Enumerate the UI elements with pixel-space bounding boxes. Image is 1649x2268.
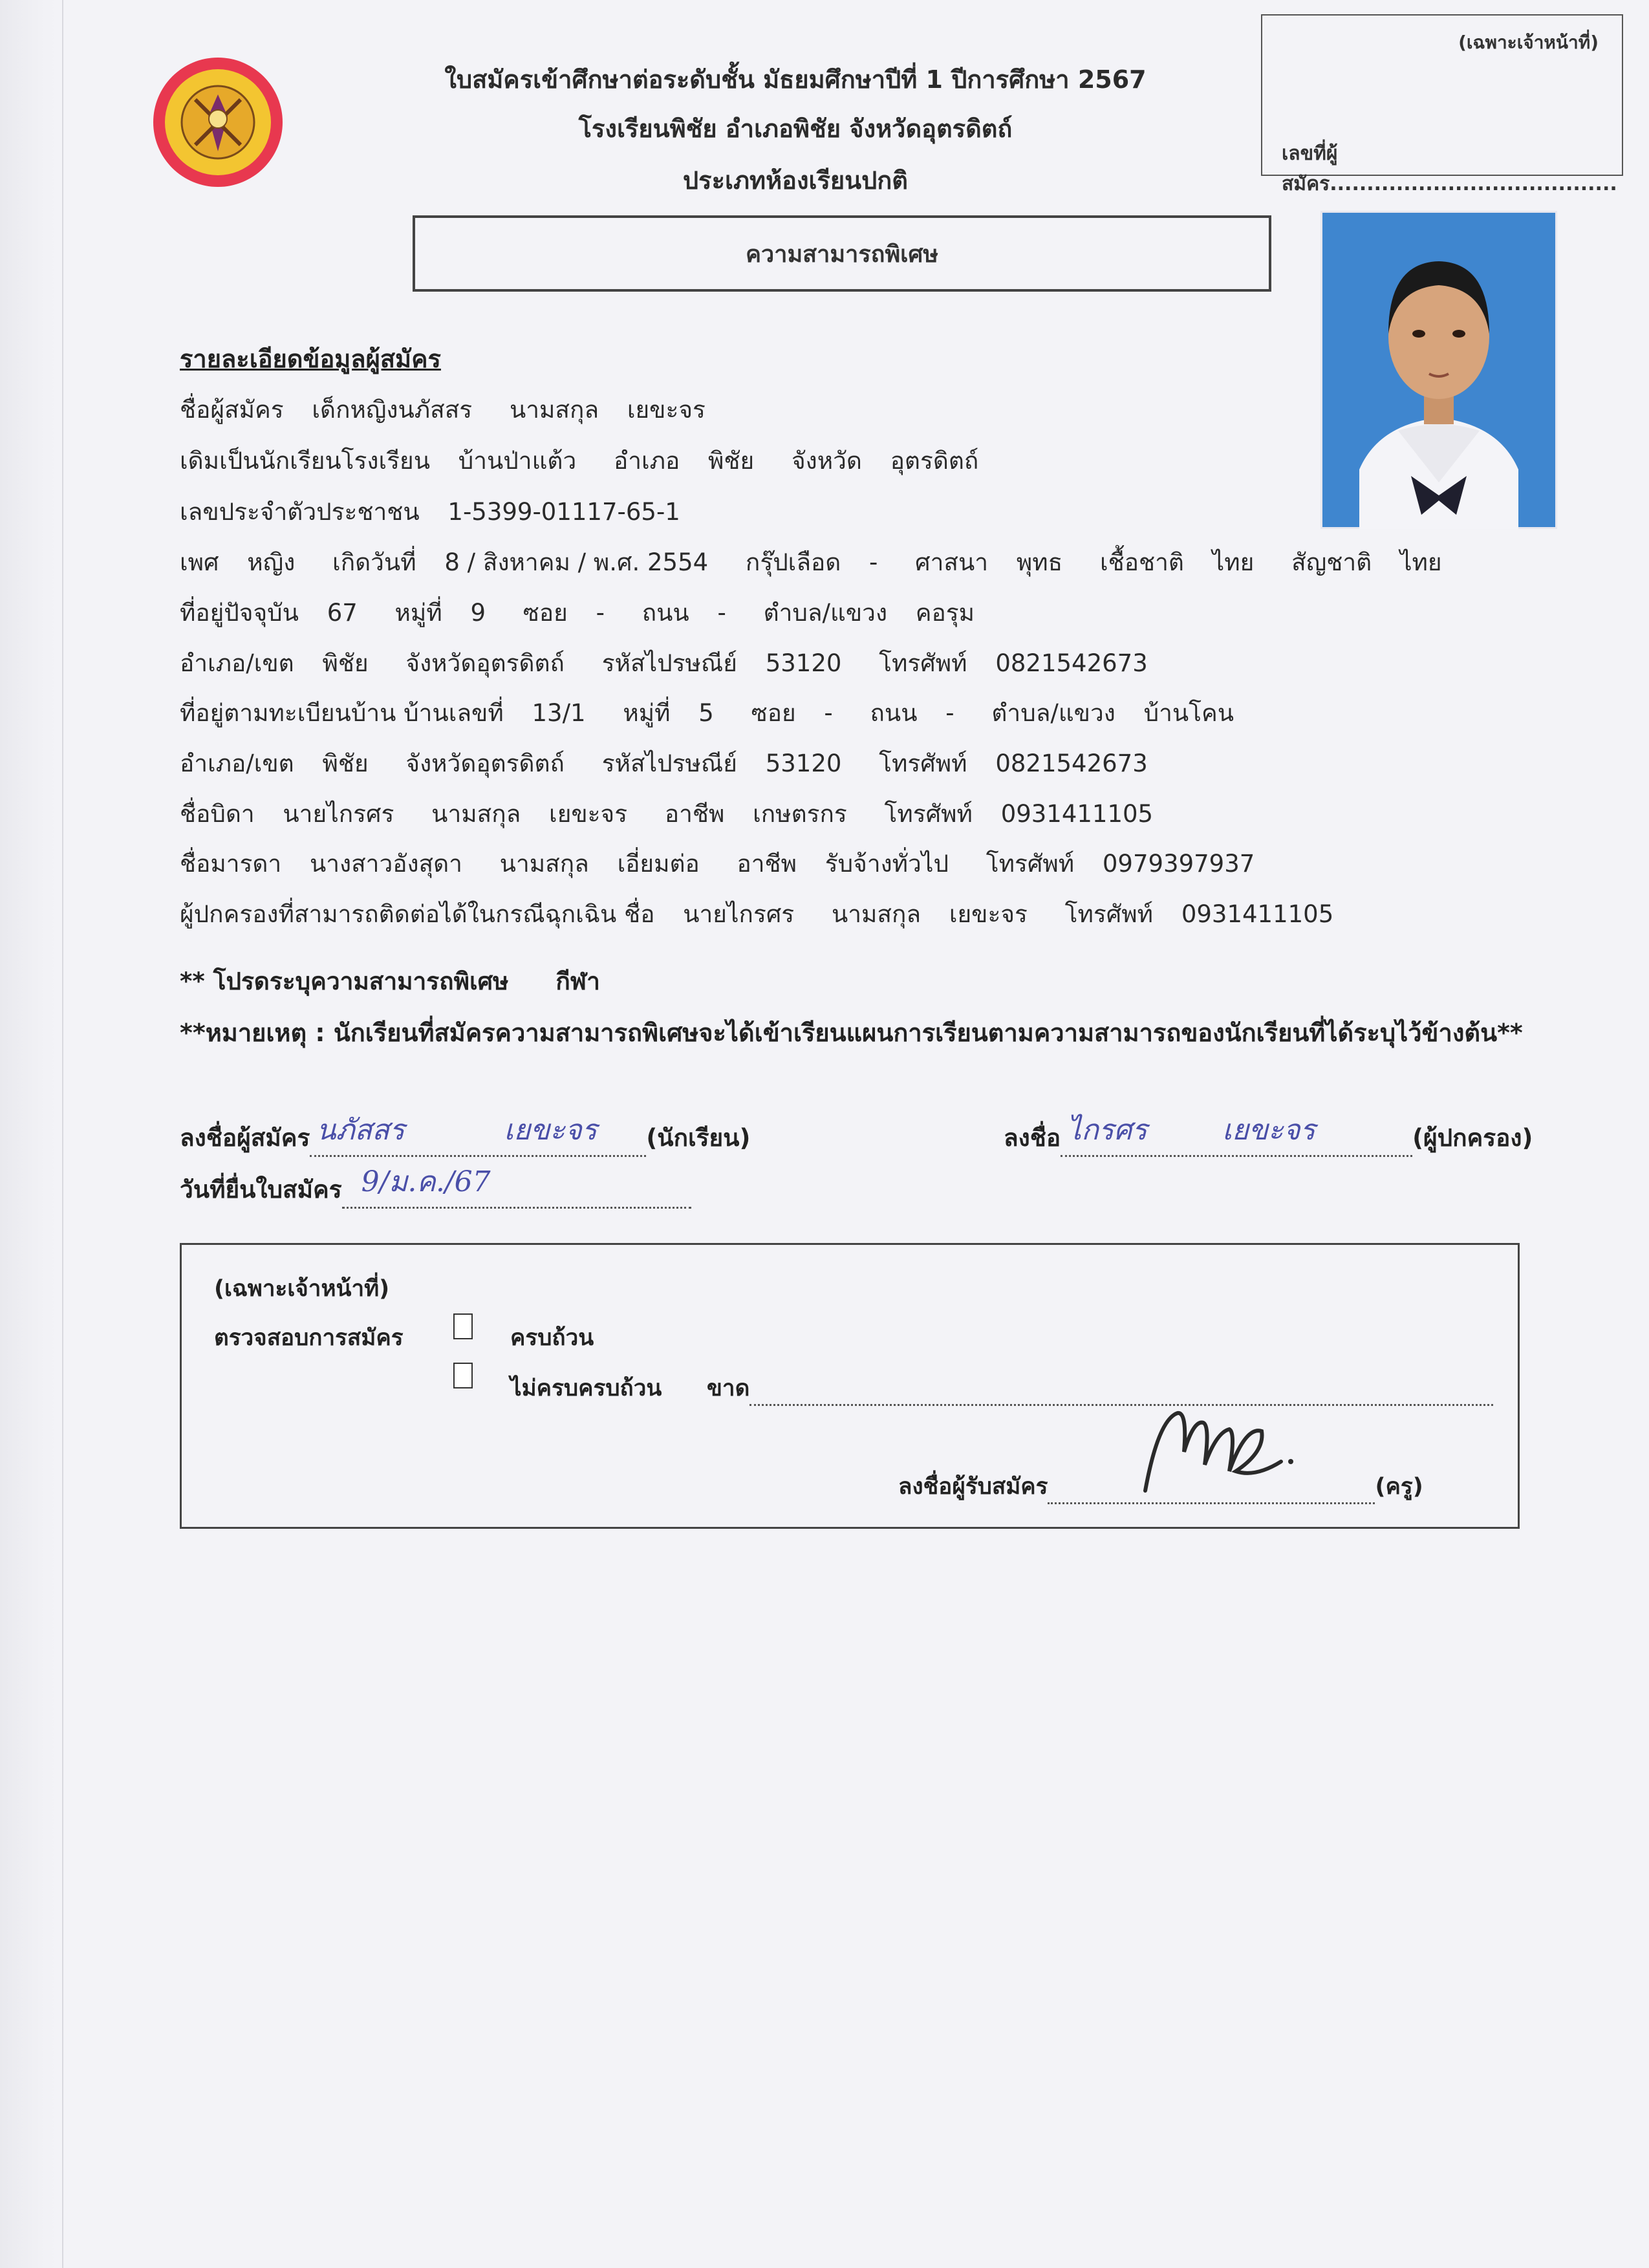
- staff-only-label: (เฉพาะเจ้าหน้าที่): [1458, 32, 1599, 53]
- registered-soi: -: [824, 699, 833, 727]
- current-province: จังหวัดอุตรดิตถ์: [405, 649, 565, 677]
- special-ability-value: กีฬา: [555, 967, 600, 995]
- applicant-hand-last: เยขะจร: [504, 1114, 598, 1147]
- mother-job: รับจ้างทั่วไป: [824, 850, 949, 878]
- check-label: ตรวจสอบการสมัคร: [214, 1325, 404, 1351]
- mother-phone-label: โทรศัพท์: [986, 850, 1075, 878]
- surname-label: นามสกุล: [509, 396, 599, 424]
- sex-label: เพศ: [180, 548, 219, 576]
- applicant-signature-suffix: (นักเรียน): [646, 1124, 751, 1152]
- father-label: ชื่อบิดา: [180, 800, 255, 828]
- registered-phone-label: โทรศัพท์: [879, 750, 967, 777]
- ethnicity-label: เชื้อชาติ: [1099, 548, 1184, 576]
- mother-phone: 0979397937: [1102, 850, 1255, 878]
- room-type: ประเภทห้องเรียนปกติ: [683, 166, 908, 195]
- form-title: ใบสมัครเข้าศึกษาต่อระดับชั้น มัธยมศึกษาปีที่ 1 ปีการศึกษา 2567: [444, 65, 1147, 94]
- registered-soi-label: ซอย: [751, 699, 796, 727]
- current-moo: 9: [470, 599, 486, 627]
- blood-label: กรุ๊ปเลือด: [745, 548, 841, 576]
- former-school-value: บ้านป่าแต้ว: [458, 447, 577, 475]
- id-row: [180, 493, 710, 531]
- father-row: [180, 795, 1183, 833]
- ethnicity-value: ไทย: [1212, 548, 1255, 576]
- current-house: 67: [327, 599, 358, 627]
- current-subdistrict-label: ตำบล/แขวง: [763, 599, 888, 627]
- religion-value: พุทธ: [1016, 548, 1063, 576]
- date-hand: 9/ม.ค./67: [361, 1165, 491, 1198]
- category-box: ความสามารถพิเศษ: [413, 215, 1271, 292]
- guardian-surname: เยขะจร: [949, 900, 1028, 928]
- applicant-hand-first: นภัสสร: [316, 1114, 405, 1147]
- current-district-label: อำเภอ/เขต: [180, 649, 294, 677]
- official-title: (เฉพาะเจ้าหน้าที่): [214, 1276, 390, 1302]
- guardian-signature-row: [1004, 1114, 1533, 1157]
- special-ability-row: [180, 962, 600, 1000]
- current-postal-label: รหัสไปรษณีย์: [601, 649, 737, 677]
- school-line: โรงเรียนพิชัย อำเภอพิชัย จังหวัดอุตรดิตถ์: [578, 114, 1013, 143]
- registered-postal: 53120: [765, 750, 842, 777]
- missing-field[interactable]: [749, 1379, 1493, 1406]
- guardian-signature-label: ลงชื่อ: [1004, 1124, 1061, 1152]
- current-moo-label: หมู่ที่: [394, 599, 442, 627]
- id-value: 1-5399-01117-65-1: [447, 498, 680, 526]
- current-district: พิชัย: [322, 649, 369, 677]
- date-row: [180, 1165, 691, 1209]
- religion-label: ศาสนา: [915, 548, 989, 576]
- current-postal: 53120: [765, 649, 842, 677]
- applicant-signature-row: [180, 1114, 751, 1157]
- registered-district-label: อำเภอ/เขต: [180, 750, 294, 777]
- district-value: พิชัย: [708, 447, 755, 475]
- receiver-signature-mark: [1132, 1394, 1300, 1497]
- current-soi-label: ซอย: [523, 599, 568, 627]
- name-value: เด็กหญิงนภัสสร: [312, 396, 473, 424]
- registered-district-row: [180, 744, 1178, 783]
- applicant-number-field[interactable]: เลขที่ผู้สมัคร.......................................: [1282, 142, 1617, 195]
- mother-label: ชื่อมารดา: [180, 850, 282, 878]
- nationality-label: สัญชาติ: [1291, 548, 1372, 576]
- registered-district: พิชัย: [322, 750, 369, 777]
- blood-value: -: [869, 548, 878, 576]
- current-soi: -: [596, 599, 605, 627]
- incomplete-label: ไม่ครบครบถ้วน: [510, 1376, 662, 1401]
- registered-province: จังหวัดอุตรดิตถ์: [405, 750, 565, 777]
- guardian-hand-first: ไกรศร: [1067, 1114, 1148, 1147]
- guardian-name: นายไกรศร: [683, 900, 795, 928]
- applicant-signature-field[interactable]: [310, 1114, 646, 1157]
- father-phone: 0931411105: [1000, 800, 1154, 828]
- applicant-photo: [1320, 211, 1557, 529]
- province-value: อุตรดิตถ์: [890, 447, 979, 475]
- missing-label: ขาด: [707, 1376, 750, 1401]
- guardian-label: ผู้ปกครองที่สามารถติดต่อได้ในกรณีฉุกเฉิน ชื่อ: [180, 900, 655, 928]
- current-address-label: ที่อยู่ปัจจุบัน: [180, 599, 299, 627]
- father-job: เกษตรกร: [753, 800, 847, 828]
- guardian-signature-field[interactable]: [1061, 1114, 1412, 1157]
- scan-edge: [0, 0, 57, 2268]
- current-road: -: [717, 599, 726, 627]
- guardian-signature-suffix: (ผู้ปกครอง): [1412, 1124, 1533, 1152]
- guardian-phone: 0931411105: [1181, 900, 1334, 928]
- nationality-value: ไทย: [1399, 548, 1442, 576]
- province-label: จังหวัด: [791, 447, 862, 475]
- current-subdistrict: คอรุม: [915, 599, 975, 627]
- father-surname-label: นามสกุล: [431, 800, 521, 828]
- former-school-label: เดิมเป็นนักเรียนโรงเรียน: [180, 447, 430, 475]
- school-logo-icon: [150, 54, 286, 190]
- mother-row: [180, 845, 1284, 883]
- receiver-suffix: (ครู): [1375, 1474, 1423, 1500]
- sex-value: หญิง: [247, 548, 296, 576]
- incomplete-checkbox[interactable]: [453, 1363, 473, 1388]
- name-label: ชื่อผู้สมัคร: [180, 396, 284, 424]
- surname-value: เยขะจร: [627, 396, 706, 424]
- complete-label: ครบถ้วน: [510, 1325, 594, 1351]
- official-box: [180, 1243, 1520, 1529]
- registered-moo: 5: [698, 699, 714, 727]
- mother-surname-label: นามสกุล: [499, 850, 589, 878]
- registered-house: 13/1: [532, 699, 586, 727]
- dob-value: 8 / สิงหาคม / พ.ศ. 2554: [444, 548, 709, 576]
- current-road-label: ถนน: [641, 599, 689, 627]
- registered-address-row: [180, 694, 1264, 732]
- missing-row: [707, 1370, 1493, 1406]
- registered-subdistrict: บ้านโคน: [1143, 699, 1234, 727]
- applicant-signature-label: ลงชื่อผู้สมัคร: [180, 1124, 310, 1152]
- dob-label: เกิดวันที่: [332, 548, 416, 576]
- former-school-row: [180, 442, 1008, 480]
- registered-road: -: [945, 699, 954, 727]
- registered-subdistrict-label: ตำบล/แขวง: [991, 699, 1116, 727]
- mother-name: นางสาวอังสุดา: [309, 850, 462, 878]
- guardian-hand-last: เยขะจร: [1222, 1114, 1316, 1147]
- scan-edge-line: [62, 0, 63, 2268]
- registered-road-label: ถนน: [870, 699, 918, 727]
- date-label: วันที่ยื่นใบสมัคร: [180, 1176, 342, 1204]
- registered-postal-label: รหัสไปรษณีย์: [601, 750, 737, 777]
- district-label: อำเภอ: [614, 447, 680, 475]
- father-surname: เยขะจร: [549, 800, 628, 828]
- father-phone-label: โทรศัพท์: [884, 800, 973, 828]
- staff-only-box: [1261, 14, 1623, 195]
- mother-job-label: อาชีพ: [737, 850, 797, 878]
- registered-moo-label: หมู่ที่: [623, 699, 671, 727]
- section-title: รายละเอียดข้อมูลผู้สมัคร: [180, 345, 441, 373]
- date-field[interactable]: [342, 1165, 691, 1209]
- guardian-phone-label: โทรศัพท์: [1064, 900, 1154, 928]
- name-row: [180, 391, 735, 429]
- id-label: เลขประจำตัวประชาชน: [180, 498, 420, 526]
- special-ability-label: ** โปรดระบุความสามารถพิเศษ: [180, 967, 509, 995]
- receiver-label: ลงชื่อผู้รับสมัคร: [898, 1474, 1048, 1500]
- guardian-surname-label: นามสกุล: [831, 900, 921, 928]
- current-address-row: [180, 594, 1004, 632]
- personal-row: [180, 543, 1472, 581]
- father-job-label: อาชีพ: [664, 800, 725, 828]
- current-phone: 0821542673: [995, 649, 1148, 677]
- guardian-row: [180, 895, 1363, 933]
- remark: **หมายเหตุ : นักเรียนที่สมัครความสามารถพิเศษจะได้เข้าเรียนแผนการเรียนตามความสามารถของนักเรียนที่ได้ระบุไว้ข้างต้น**: [180, 1019, 1523, 1047]
- father-name: นายไกรศร: [283, 800, 394, 828]
- current-phone-label: โทรศัพท์: [879, 649, 967, 677]
- registered-address-label: ที่อยู่ตามทะเบียนบ้าน บ้านเลขที่: [180, 699, 504, 727]
- registered-phone: 0821542673: [995, 750, 1148, 777]
- current-district-row: [180, 644, 1178, 682]
- complete-checkbox[interactable]: [453, 1313, 473, 1339]
- mother-surname: เอี่ยมต่อ: [617, 850, 700, 878]
